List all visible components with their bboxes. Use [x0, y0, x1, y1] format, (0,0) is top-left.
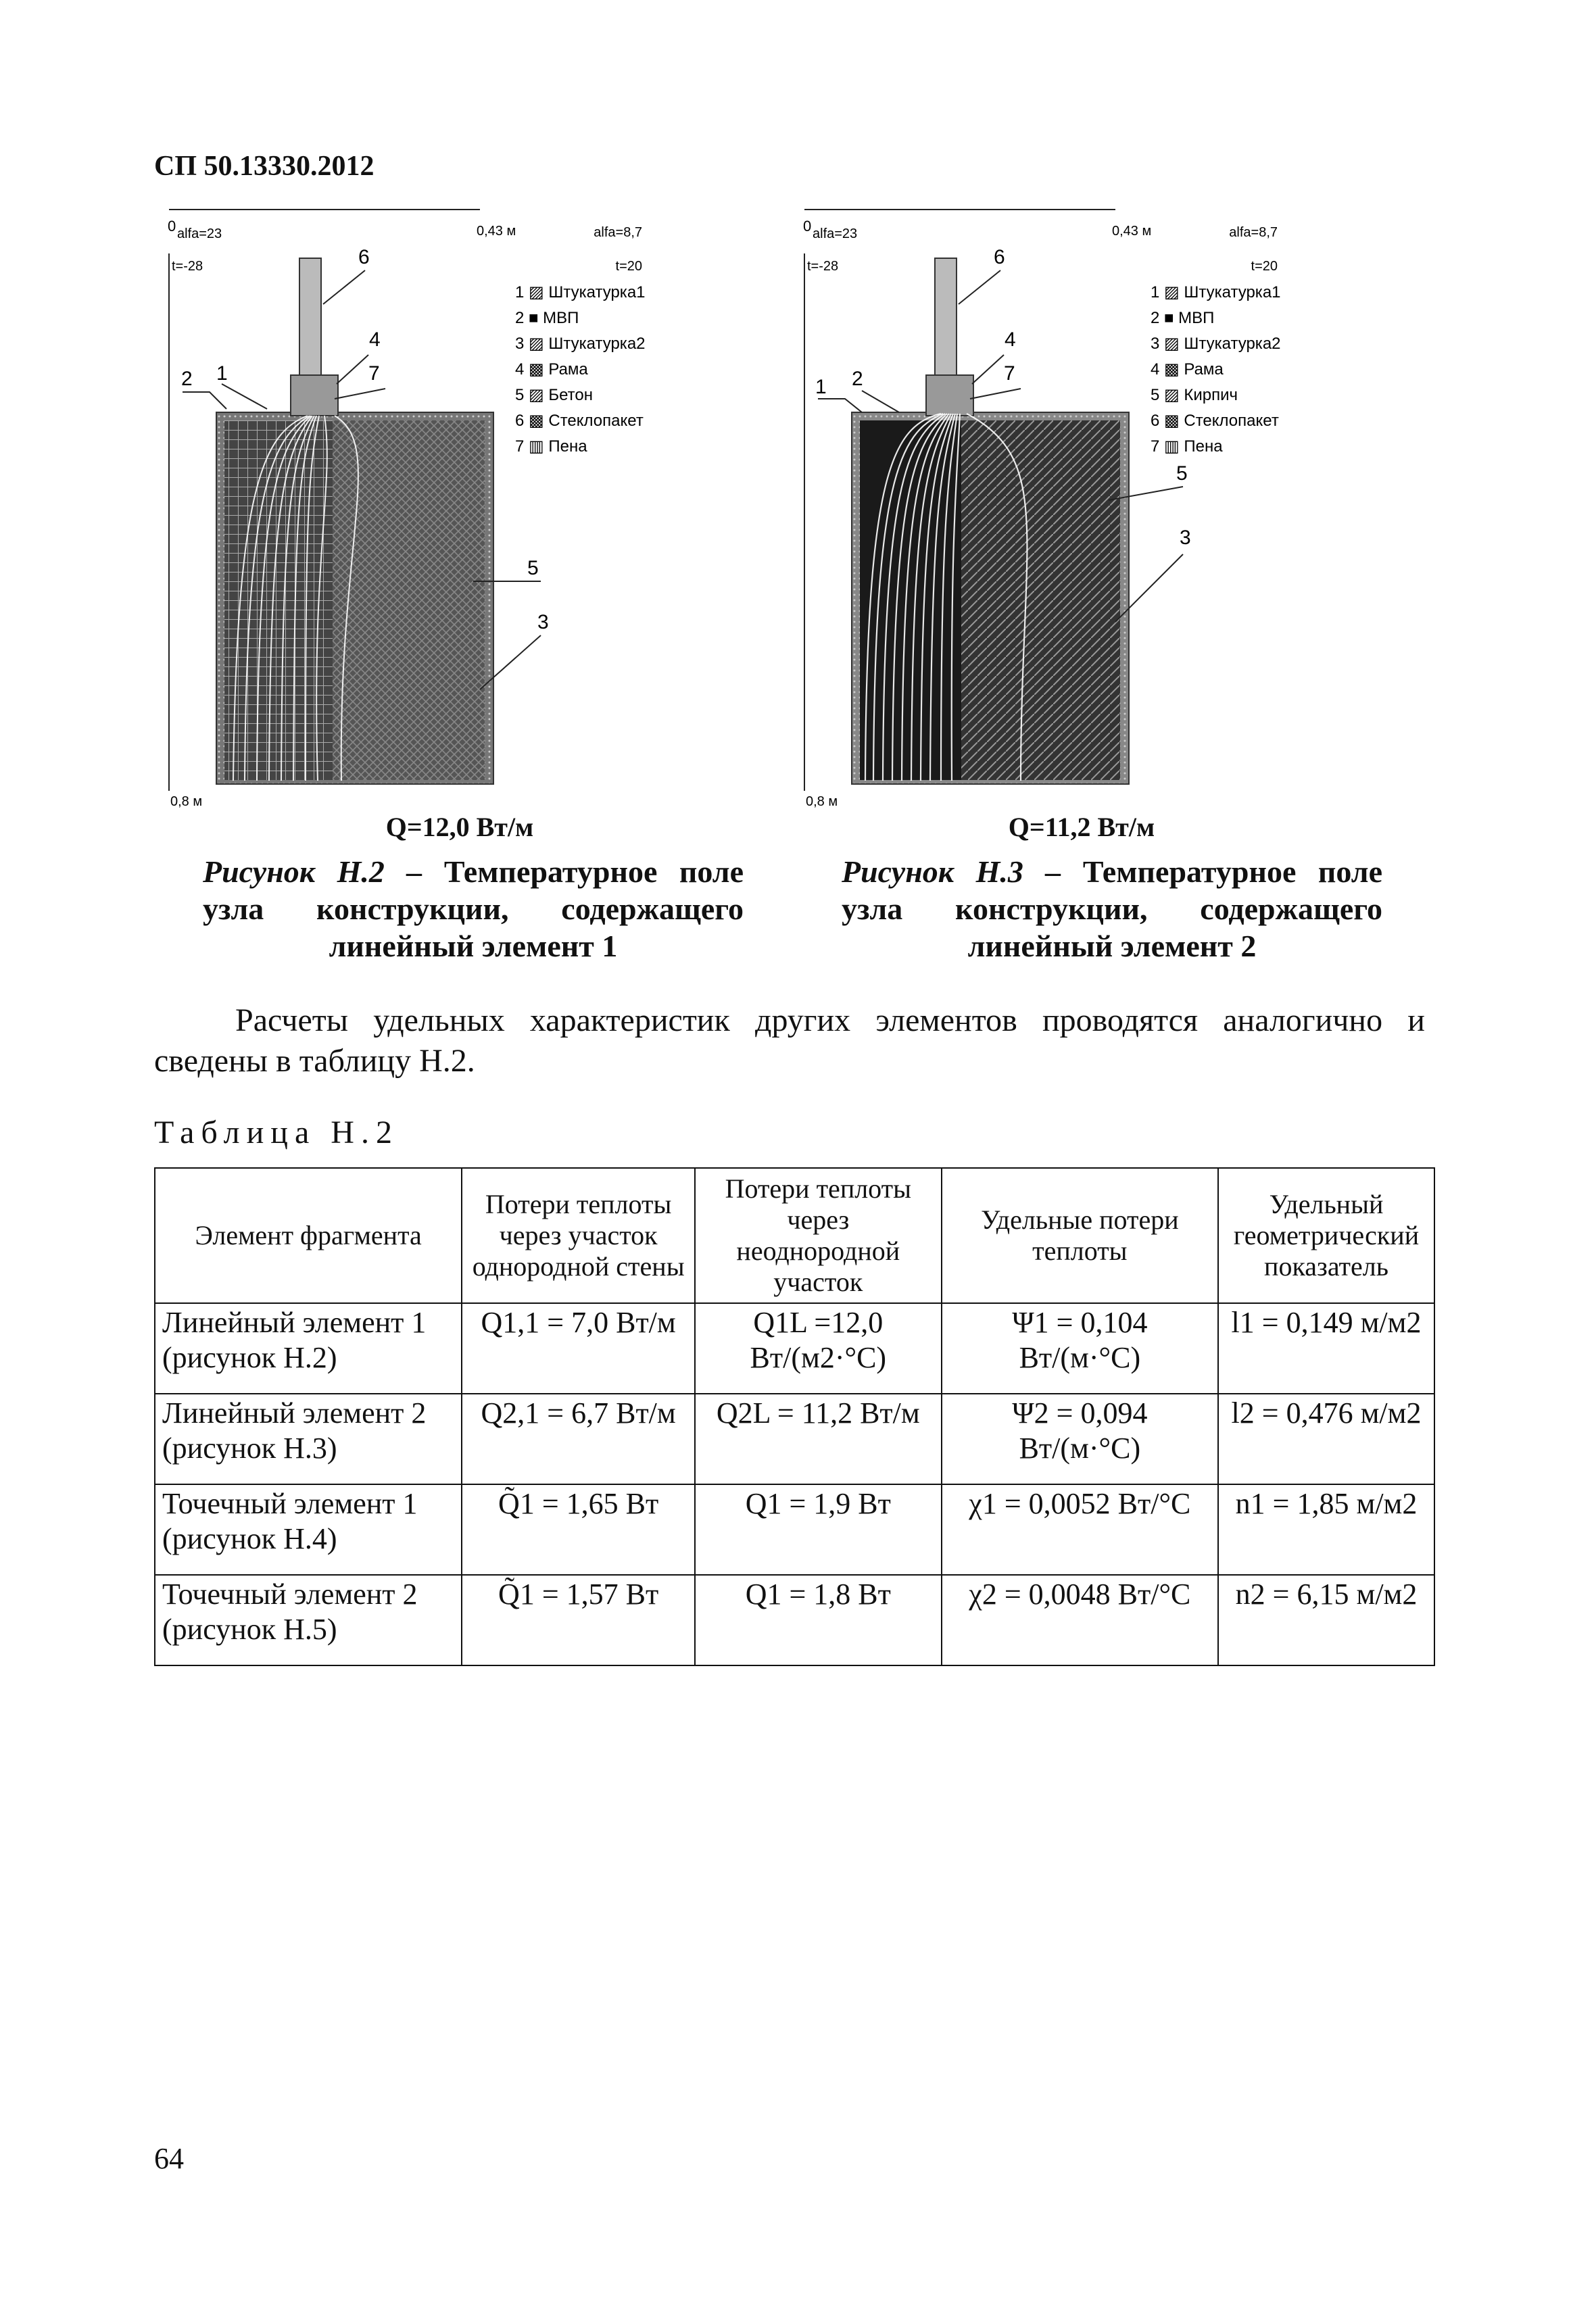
cell-q-uniform: Q2,1 = 6,7 Вт/м [462, 1394, 695, 1484]
legend-item: 3 ▨ Штукатурка2 [515, 335, 646, 353]
callout-2: 2 [852, 368, 863, 390]
legend-item: 5 ▨ Кирпич [1151, 386, 1238, 404]
cell-q-nonuniform: Q1 = 1,8 Вт [695, 1575, 942, 1665]
header-cell: Элемент фрагмента [155, 1168, 462, 1303]
callout-5: 5 [527, 557, 539, 579]
body-paragraph: Расчеты удельных характеристик других элементов проводятся аналогично и сведены в таблицу Н.2. [154, 1002, 1425, 1079]
t-right: t=20 [1251, 259, 1278, 274]
document-header: СП 50.13330.2012 [154, 151, 374, 182]
legend-item: 2 ■ МВП [515, 309, 579, 327]
table-row [155, 1394, 1434, 1484]
cell-geom: l1 = 0,149 м/м2 [1218, 1303, 1434, 1394]
alfa-right: alfa=8,7 [1229, 225, 1278, 240]
callout-3: 3 [537, 611, 549, 633]
page-number: 64 [154, 2142, 184, 2175]
legend-item: 5 ▨ Бетон [515, 386, 593, 404]
axis-bottom: 0,8 м [170, 794, 203, 809]
callout-4: 4 [369, 328, 381, 351]
alfa-right: alfa=8,7 [594, 225, 642, 240]
alfa-left: alfa=23 [813, 226, 858, 241]
callout-2: 2 [181, 368, 193, 390]
caption-label: Рисунок Н.2 – [203, 854, 422, 889]
header-cell: Потери теплоты через участок однородной стены [462, 1168, 695, 1303]
temperature-field-diagram-1 [162, 203, 676, 811]
cell-geom: l2 = 0,476 м/м2 [1218, 1394, 1434, 1484]
caption-text: Температурное поле узла конструкции, содержащего линейный элемент 2 [842, 854, 1382, 963]
figure-h3-heat-flow: Q=11,2 Вт/м [1008, 812, 1155, 842]
callout-7: 7 [1004, 362, 1015, 385]
legend-item: 1 ▨ Штукатурка1 [1151, 283, 1281, 301]
cell-q-uniform: Q1,1 = 7,0 Вт/м [462, 1303, 695, 1394]
cell-element: Линейный элемент 1 (рисунок Н.2) [155, 1303, 462, 1394]
axis-width: 0,43 м [477, 224, 516, 239]
table-row [155, 1575, 1434, 1665]
legend-item: 2 ■ МВП [1151, 309, 1215, 327]
callout-5: 5 [1176, 462, 1188, 485]
axis-origin: 0 [168, 218, 176, 235]
figure-h2 [162, 203, 676, 811]
callout-1: 1 [216, 362, 228, 385]
axis-origin: 0 [803, 218, 812, 235]
temperature-field-diagram-2 [798, 203, 1311, 811]
table-row [155, 1484, 1434, 1575]
axis-bottom: 0,8 м [806, 794, 838, 809]
cell-specific: Ψ2 = 0,094 Вт/(м·°С) [942, 1394, 1218, 1484]
callout-4: 4 [1005, 328, 1016, 351]
cell-element: Точечный элемент 2 (рисунок Н.5) [155, 1575, 462, 1665]
callout-1: 1 [815, 376, 827, 398]
cell-geom: n1 = 1,85 м/м2 [1218, 1484, 1434, 1575]
axis-width: 0,43 м [1112, 224, 1152, 239]
table-h2 [154, 1167, 1435, 1666]
cell-q-nonuniform: Q1 = 1,9 Вт [695, 1484, 942, 1575]
figure-h3 [798, 203, 1311, 811]
t-left: t=-28 [807, 259, 839, 274]
insulation-layer [860, 420, 961, 780]
t-right: t=20 [615, 259, 642, 274]
cell-q-uniform: Q̃1 = 1,57 Вт [462, 1575, 695, 1665]
table-title: Таблица Н.2 [154, 1115, 399, 1150]
glazing-unit [299, 258, 321, 390]
legend-item: 4 ▩ Рама [515, 360, 588, 379]
cell-element: Точечный элемент 1 (рисунок Н.4) [155, 1484, 462, 1575]
table-row [155, 1303, 1434, 1394]
window-frame [291, 375, 338, 416]
cell-q-nonuniform: Q1L =12,0 Вт/(м2·°С) [695, 1303, 942, 1394]
callout-6: 6 [994, 246, 1005, 268]
cell-specific: Ψ1 = 0,104 Вт/(м·°С) [942, 1303, 1218, 1394]
legend-item: 6 ▩ Стеклопакет [1151, 412, 1279, 430]
figure-h2-heat-flow: Q=12,0 Вт/м [385, 812, 534, 842]
legend-item: 7 ▥ Пена [1151, 437, 1223, 456]
legend-item: 7 ▥ Пена [515, 437, 587, 456]
caption-label: Рисунок Н.3 – [842, 854, 1061, 889]
legend [1151, 283, 1281, 456]
table-header-row [155, 1168, 1434, 1303]
cell-specific: χ1 = 0,0052 Вт/°С [942, 1484, 1218, 1575]
legend-item: 6 ▩ Стеклопакет [515, 412, 644, 430]
callout-7: 7 [368, 362, 380, 385]
window-frame [926, 375, 973, 416]
header-cell: Удельные потери теплоты [942, 1168, 1218, 1303]
callout-6: 6 [358, 246, 370, 268]
figure-h2-caption [203, 853, 744, 965]
header-cell: Потери теплоты через неоднородной участок [695, 1168, 942, 1303]
legend-item: 3 ▨ Штукатурка2 [1151, 335, 1281, 353]
cell-specific: χ2 = 0,0048 Вт/°С [942, 1575, 1218, 1665]
legend-item: 1 ▨ Штукатурка1 [515, 283, 646, 301]
glazing-unit [935, 258, 957, 390]
cell-q-uniform: Q̃1 = 1,65 Вт [462, 1484, 695, 1575]
concrete-layer [333, 420, 485, 780]
cell-geom: n2 = 6,15 м/м2 [1218, 1575, 1434, 1665]
t-left: t=-28 [172, 259, 203, 274]
figure-h3-caption [842, 853, 1382, 965]
alfa-left: alfa=23 [177, 226, 222, 241]
brick-layer [961, 420, 1120, 780]
cell-q-nonuniform: Q2L = 11,2 Вт/м [695, 1394, 942, 1484]
legend [515, 283, 646, 456]
cell-element: Линейный элемент 2 (рисунок Н.3) [155, 1394, 462, 1484]
callout-3: 3 [1180, 527, 1191, 549]
caption-text: Температурное поле узла конструкции, содержащего линейный элемент 1 [203, 854, 744, 963]
header-cell: Удельный геометрический показатель [1218, 1168, 1434, 1303]
legend-item: 4 ▩ Рама [1151, 360, 1224, 379]
